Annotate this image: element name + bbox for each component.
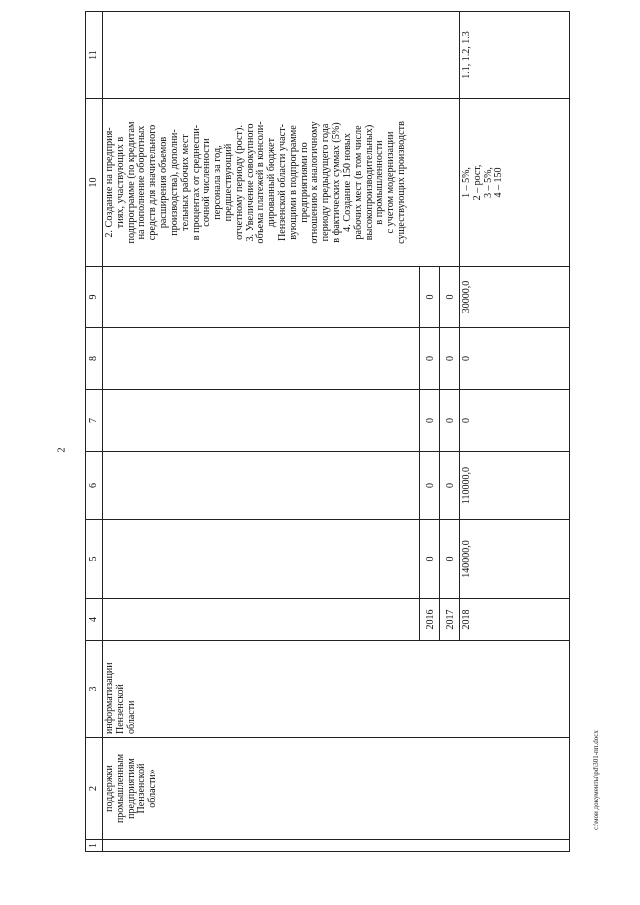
value-cell: 0 — [420, 267, 440, 328]
header-cell: 5 — [86, 520, 103, 599]
indicator-line: отчетному периоду (рост). — [233, 125, 245, 240]
header-cell: 1 — [86, 840, 103, 852]
header-cell: 9 — [86, 267, 103, 328]
indicator-line: отношению к аналогичному — [309, 121, 321, 244]
year-cell: 2016 — [420, 599, 440, 641]
header-cell: 3 — [86, 641, 103, 738]
value-cell: 0 — [460, 328, 570, 390]
value-cell: 0 — [420, 452, 440, 520]
indicator-line: сочной численности — [201, 138, 213, 227]
indicator-line: вующими в подпрограмме — [287, 125, 299, 240]
program-name-line: предприятиям — [125, 758, 137, 819]
indicator-line: в промышленности — [374, 140, 386, 225]
indicator-line: объема платежей в консоли- — [255, 121, 267, 244]
indicators-cell — [103, 99, 460, 267]
header-cell: 8 — [86, 328, 103, 390]
indicator-line: предприятиями по — [298, 142, 310, 223]
main-row — [103, 12, 420, 852]
indicator-line: высокопроизводительных) — [363, 124, 375, 241]
value-cell: 0 — [420, 520, 440, 599]
executor-line: области — [125, 700, 137, 734]
targets-cell — [460, 99, 570, 267]
target-line: 1 – 5%, — [461, 167, 472, 198]
indicator-line: в фактических суммах (5%) — [331, 122, 343, 243]
indicator-line: дированный бюджет — [266, 137, 278, 228]
value-cell: 0 — [420, 390, 440, 452]
empty-cell — [103, 452, 420, 520]
executor-cell — [103, 641, 570, 738]
header-cell: 7 — [86, 390, 103, 452]
col11-value: 1.1, 1.2, 1.3 — [460, 12, 570, 99]
year-cell: 2017 — [440, 599, 460, 641]
value-cell: 0 — [440, 452, 460, 520]
indicator-line: персонала за год, — [212, 145, 224, 220]
rotated-table-wrapper — [85, 32, 570, 852]
page-number: 2 — [56, 447, 68, 453]
value-cell: 0 — [440, 328, 460, 390]
header-cell: 11 — [86, 12, 103, 99]
value-cell: 0 — [440, 267, 460, 328]
year-cell: 2018 — [460, 599, 570, 641]
empty-cell — [103, 328, 420, 390]
empty-cell — [103, 12, 460, 99]
indicator-line: с учетом модернизации — [385, 131, 397, 234]
indicator-line: рабочих мест (в том числе — [352, 125, 364, 240]
header-row — [86, 12, 103, 852]
executor-line: информатизации — [104, 662, 115, 734]
value-cell: 0 — [420, 328, 440, 390]
empty-cell — [103, 520, 420, 599]
empty-cell — [103, 267, 420, 328]
program-name-line: промышленным — [114, 753, 126, 824]
col1-cell — [103, 840, 570, 852]
value-cell: 0 — [440, 390, 460, 452]
value-cell: 140000,0 — [460, 520, 570, 599]
indicator-line: расширения объемов — [158, 136, 170, 229]
empty-cell — [103, 390, 420, 452]
indicator-line: 3. Увеличение совокупного — [244, 123, 256, 242]
indicator-line: существующих производств — [395, 121, 407, 244]
value-cell: 0 — [460, 390, 570, 452]
target-line: 4 – 150 — [493, 167, 505, 198]
executor-line: Пензенской — [114, 684, 126, 734]
program-table — [85, 11, 570, 852]
empty-cell — [103, 599, 420, 641]
value-cell: 0 — [440, 520, 460, 599]
indicator-line: Пензенской области участ- — [277, 123, 288, 242]
target-line: 2 – рост, — [471, 164, 483, 201]
value-cell: 30000,0 — [460, 267, 570, 328]
indicator-line: 4. Создание 150 новых — [341, 133, 353, 232]
indicator-line: тельных рабочих мест — [179, 134, 191, 231]
indicator-line: подпрограмме (по кредитам — [125, 121, 137, 244]
header-cell: 2 — [86, 738, 103, 840]
program-name-line: поддержки — [104, 765, 115, 812]
value-cell: 110000,0 — [460, 452, 570, 520]
target-line: 3 – 5%, — [482, 167, 494, 198]
footer-file-path: c:\мои документы\pd\301-пп.docx — [592, 730, 600, 830]
header-cell: 10 — [86, 99, 103, 267]
indicator-line: средств для значительного — [147, 124, 159, 241]
indicator-line: 2. Создание на предприя- — [104, 127, 115, 238]
indicator-line: производства), дополни- — [168, 129, 180, 236]
program-name-cell — [103, 738, 570, 840]
indicator-line: тиях, участвующих в — [114, 136, 126, 229]
program-name-line: Пензенской — [136, 763, 148, 814]
indicator-line: на пополнение оборотных — [136, 125, 148, 240]
indicator-line: периоду предыдущего года — [320, 123, 332, 242]
header-cell: 6 — [86, 452, 103, 520]
indicator-line: предшествующий — [222, 143, 234, 222]
indicator-line: в процентах от среднеспи- — [190, 124, 202, 241]
header-cell: 4 — [86, 599, 103, 641]
program-name-line: области» — [147, 769, 159, 808]
